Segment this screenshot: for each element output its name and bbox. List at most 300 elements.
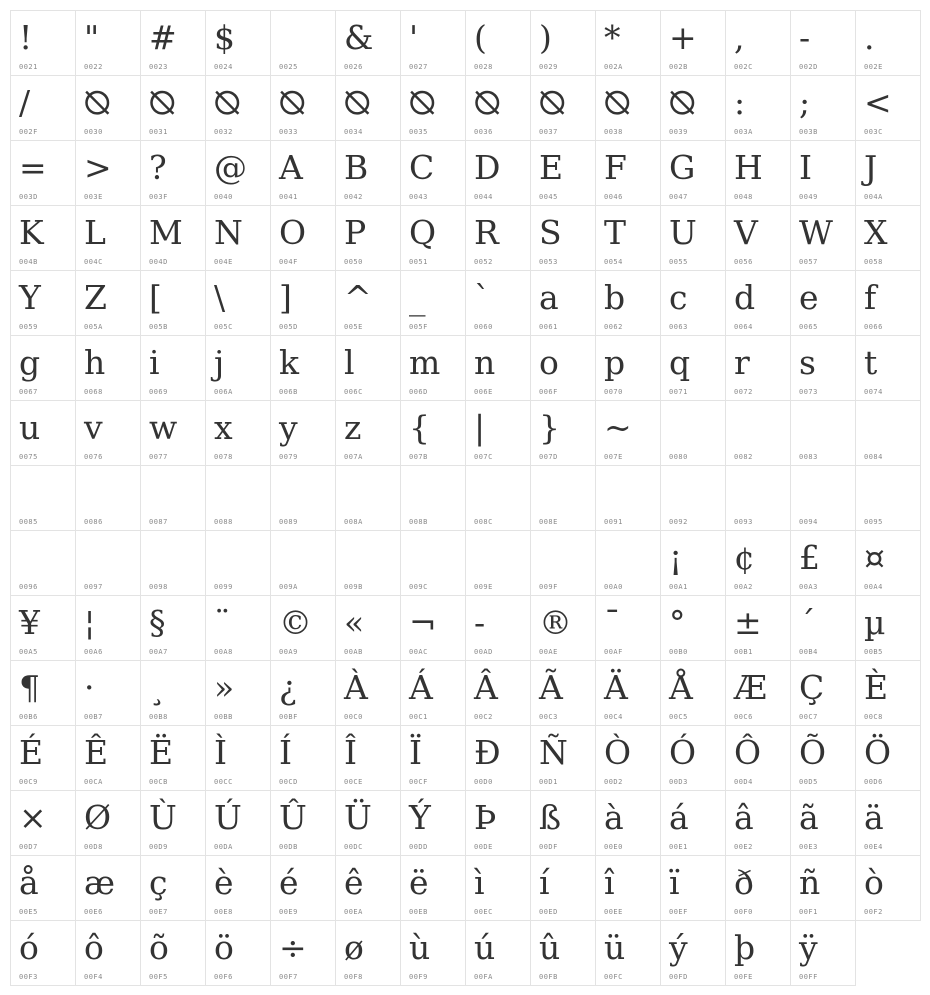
glyph-character: · bbox=[84, 668, 95, 707]
codepoint-label: 00C5 bbox=[669, 713, 688, 721]
codepoint-label: 003D bbox=[19, 193, 38, 201]
glyph-cell bbox=[530, 660, 596, 726]
codepoint-label: 0042 bbox=[344, 193, 363, 201]
glyph-cell bbox=[790, 140, 856, 206]
codepoint-label: 00AC bbox=[409, 648, 428, 656]
glyph-cell bbox=[790, 335, 856, 401]
codepoint-label: 00CB bbox=[149, 778, 168, 786]
glyph-cell bbox=[75, 270, 141, 336]
glyph-cell bbox=[75, 10, 141, 76]
codepoint-label: 0085 bbox=[19, 518, 38, 526]
codepoint-label: 0030 bbox=[84, 128, 103, 136]
codepoint-label: 0067 bbox=[19, 388, 38, 396]
glyph-character: u bbox=[19, 408, 41, 447]
glyph-cell bbox=[660, 465, 726, 531]
glyph-cell bbox=[465, 920, 531, 986]
codepoint-label: 00ED bbox=[539, 908, 558, 916]
glyph-cell bbox=[270, 140, 336, 206]
codepoint-label: 0024 bbox=[214, 63, 233, 71]
glyph-character: ò bbox=[864, 863, 884, 902]
codepoint-label: 009B bbox=[344, 583, 363, 591]
codepoint-label: 003B bbox=[799, 128, 818, 136]
codepoint-label: 00A5 bbox=[19, 648, 38, 656]
glyph-cell bbox=[530, 205, 596, 271]
glyph-cell bbox=[725, 270, 791, 336]
glyph-cell bbox=[335, 530, 401, 596]
glyph-character: ñ bbox=[799, 863, 821, 902]
glyph-cell bbox=[75, 530, 141, 596]
codepoint-label: 003C bbox=[864, 128, 883, 136]
glyph-cell bbox=[10, 660, 76, 726]
glyph-character: ' bbox=[409, 18, 419, 57]
glyph-character: ? bbox=[149, 148, 167, 187]
codepoint-label: 0039 bbox=[669, 128, 688, 136]
glyph-cell bbox=[140, 10, 206, 76]
glyph-character: C bbox=[409, 148, 435, 187]
glyph-cell bbox=[465, 205, 531, 271]
glyph-character: ⦰ bbox=[669, 83, 696, 122]
codepoint-label: 003F bbox=[149, 193, 168, 201]
glyph-character: l bbox=[344, 343, 355, 382]
codepoint-label: 00FD bbox=[669, 973, 688, 981]
glyph-character: A bbox=[279, 148, 303, 187]
glyph-cell bbox=[855, 400, 921, 466]
codepoint-label: 00C3 bbox=[539, 713, 558, 721]
glyph-character: j bbox=[214, 343, 225, 382]
glyph-character: í bbox=[539, 863, 550, 902]
codepoint-label: 00A2 bbox=[734, 583, 753, 591]
glyph-cell bbox=[855, 790, 921, 856]
glyph-character: Æ bbox=[734, 668, 768, 707]
codepoint-label: 004E bbox=[214, 258, 233, 266]
glyph-character: ä bbox=[864, 798, 884, 837]
codepoint-label: 00F5 bbox=[149, 973, 168, 981]
codepoint-label: 006F bbox=[539, 388, 558, 396]
glyph-cell bbox=[595, 335, 661, 401]
codepoint-label: 0049 bbox=[799, 193, 818, 201]
codepoint-label: 00FC bbox=[604, 973, 623, 981]
codepoint-label: 00EE bbox=[604, 908, 623, 916]
codepoint-label: 0048 bbox=[734, 193, 753, 201]
glyph-character: ú bbox=[474, 928, 496, 967]
codepoint-label: 00E8 bbox=[214, 908, 233, 916]
glyph-character: ; bbox=[799, 83, 811, 122]
glyph-cell bbox=[855, 140, 921, 206]
glyph-character: | bbox=[474, 408, 486, 447]
glyph-character: ó bbox=[19, 928, 39, 967]
codepoint-label: 00A8 bbox=[214, 648, 233, 656]
codepoint-label: 0083 bbox=[799, 453, 818, 461]
glyph-cell bbox=[335, 205, 401, 271]
glyph-cell bbox=[140, 205, 206, 271]
glyph-cell bbox=[75, 140, 141, 206]
codepoint-label: 0040 bbox=[214, 193, 233, 201]
codepoint-label: 0037 bbox=[539, 128, 558, 136]
glyph-character: ¤ bbox=[864, 538, 885, 577]
codepoint-label: 002B bbox=[669, 63, 688, 71]
codepoint-label: 0029 bbox=[539, 63, 558, 71]
glyph-cell bbox=[595, 595, 661, 661]
glyph-cell bbox=[725, 140, 791, 206]
glyph-cell bbox=[205, 465, 271, 531]
glyph-character: Ó bbox=[669, 733, 697, 772]
glyph-character: ⦰ bbox=[344, 83, 371, 122]
glyph-character: S bbox=[539, 213, 562, 252]
glyph-cell bbox=[10, 855, 76, 921]
glyph-character: w bbox=[149, 408, 178, 447]
codepoint-label: 00E6 bbox=[84, 908, 103, 916]
glyph-cell bbox=[10, 270, 76, 336]
glyph-character: ` bbox=[474, 278, 491, 317]
glyph-character: @ bbox=[214, 148, 247, 187]
codepoint-label: 0078 bbox=[214, 453, 233, 461]
glyph-character: á bbox=[669, 798, 689, 837]
glyph-cell bbox=[725, 725, 791, 791]
glyph-character: - bbox=[799, 18, 811, 57]
codepoint-label: 00D1 bbox=[539, 778, 558, 786]
glyph-cell bbox=[205, 790, 271, 856]
codepoint-label: 00C1 bbox=[409, 713, 428, 721]
codepoint-label: 00CE bbox=[344, 778, 363, 786]
glyph-cell bbox=[660, 790, 726, 856]
glyph-character: ø bbox=[344, 928, 364, 967]
glyph-cell bbox=[270, 920, 336, 986]
codepoint-label: 00CA bbox=[84, 778, 103, 786]
codepoint-label: 0055 bbox=[669, 258, 688, 266]
glyph-cell bbox=[140, 400, 206, 466]
glyph-cell bbox=[725, 920, 791, 986]
codepoint-label: 00D5 bbox=[799, 778, 818, 786]
glyph-cell bbox=[855, 335, 921, 401]
codepoint-label: 0032 bbox=[214, 128, 233, 136]
codepoint-label: 009C bbox=[409, 583, 428, 591]
glyph-character: é bbox=[279, 863, 299, 902]
glyph-character: Ö bbox=[864, 733, 892, 772]
codepoint-label: 0031 bbox=[149, 128, 168, 136]
glyph-character: Ç bbox=[799, 668, 825, 707]
glyph-cell bbox=[465, 725, 531, 791]
glyph-character: / bbox=[19, 83, 31, 122]
glyph-character: ¯ bbox=[604, 603, 621, 642]
glyph-character: § bbox=[149, 603, 166, 642]
glyph-character: W bbox=[799, 213, 833, 252]
glyph-cell bbox=[75, 595, 141, 661]
glyph-cell bbox=[725, 855, 791, 921]
glyph-character: t bbox=[864, 343, 878, 382]
glyph-cell bbox=[530, 465, 596, 531]
glyph-cell bbox=[855, 725, 921, 791]
codepoint-label: 00F8 bbox=[344, 973, 363, 981]
glyph-cell bbox=[725, 660, 791, 726]
codepoint-label: 00EC bbox=[474, 908, 493, 916]
glyph-character: Ý bbox=[409, 798, 431, 837]
codepoint-label: 006E bbox=[474, 388, 493, 396]
glyph-cell bbox=[530, 140, 596, 206]
glyph-character: D bbox=[474, 148, 501, 187]
codepoint-label: 00E5 bbox=[19, 908, 38, 916]
glyph-character: Ä bbox=[604, 668, 628, 707]
codepoint-label: 0072 bbox=[734, 388, 753, 396]
glyph-cell bbox=[855, 855, 921, 921]
codepoint-label: 00C4 bbox=[604, 713, 623, 721]
codepoint-label: 00B7 bbox=[84, 713, 103, 721]
glyph-grid bbox=[10, 10, 920, 985]
codepoint-label: 0045 bbox=[539, 193, 558, 201]
glyph-character: - bbox=[474, 603, 486, 642]
glyph-character: ¥ bbox=[19, 603, 40, 642]
glyph-cell bbox=[465, 855, 531, 921]
glyph-cell bbox=[660, 855, 726, 921]
glyph-character: r bbox=[734, 343, 750, 382]
codepoint-label: 003E bbox=[84, 193, 103, 201]
glyph-character: Ë bbox=[149, 733, 174, 772]
glyph-cell bbox=[10, 595, 76, 661]
glyph-cell bbox=[270, 335, 336, 401]
codepoint-label: 007C bbox=[474, 453, 493, 461]
glyph-cell bbox=[530, 855, 596, 921]
codepoint-label: 00F3 bbox=[19, 973, 38, 981]
glyph-cell bbox=[465, 75, 531, 141]
codepoint-label: 006B bbox=[279, 388, 298, 396]
codepoint-label: 0060 bbox=[474, 323, 493, 331]
glyph-cell bbox=[725, 400, 791, 466]
glyph-cell bbox=[335, 400, 401, 466]
glyph-character: [ bbox=[149, 278, 162, 317]
glyph-character: ç bbox=[149, 863, 168, 902]
glyph-character: d bbox=[734, 278, 756, 317]
codepoint-label: 00DC bbox=[344, 843, 363, 851]
codepoint-label: 00E3 bbox=[799, 843, 818, 851]
codepoint-label: 0035 bbox=[409, 128, 428, 136]
glyph-cell bbox=[10, 335, 76, 401]
glyph-cell bbox=[595, 790, 661, 856]
glyph-cell bbox=[855, 10, 921, 76]
codepoint-label: 0095 bbox=[864, 518, 883, 526]
codepoint-label: 0099 bbox=[214, 583, 233, 591]
glyph-cell bbox=[725, 530, 791, 596]
glyph-character: f bbox=[864, 278, 877, 317]
glyph-character: µ bbox=[864, 603, 886, 642]
glyph-cell bbox=[205, 205, 271, 271]
glyph-character: , bbox=[734, 18, 745, 57]
glyph-character: E bbox=[539, 148, 564, 187]
codepoint-label: 0080 bbox=[669, 453, 688, 461]
codepoint-label: 0094 bbox=[799, 518, 818, 526]
codepoint-label: 009E bbox=[474, 583, 493, 591]
codepoint-label: 00FF bbox=[799, 973, 818, 981]
codepoint-label: 002A bbox=[604, 63, 623, 71]
codepoint-label: 00CF bbox=[409, 778, 428, 786]
codepoint-label: 00CD bbox=[279, 778, 298, 786]
glyph-character: Q bbox=[409, 213, 437, 252]
glyph-character: ⦰ bbox=[604, 83, 631, 122]
glyph-cell bbox=[790, 10, 856, 76]
glyph-character: à bbox=[604, 798, 624, 837]
codepoint-label: 00D4 bbox=[734, 778, 753, 786]
glyph-cell bbox=[465, 790, 531, 856]
glyph-cell bbox=[530, 790, 596, 856]
glyph-cell bbox=[335, 10, 401, 76]
codepoint-label: 00A7 bbox=[149, 648, 168, 656]
glyph-cell bbox=[270, 10, 336, 76]
glyph-character: ã bbox=[799, 798, 819, 837]
glyph-character: ß bbox=[539, 798, 562, 837]
glyph-cell bbox=[595, 920, 661, 986]
codepoint-label: 00AD bbox=[474, 648, 493, 656]
codepoint-label: 009F bbox=[539, 583, 558, 591]
codepoint-label: 007E bbox=[604, 453, 623, 461]
glyph-cell bbox=[530, 75, 596, 141]
codepoint-label: 007D bbox=[539, 453, 558, 461]
glyph-cell bbox=[660, 595, 726, 661]
glyph-character: ) bbox=[539, 18, 552, 57]
glyph-character: > bbox=[84, 148, 112, 187]
glyph-cell bbox=[270, 530, 336, 596]
codepoint-label: 00B4 bbox=[799, 648, 818, 656]
glyph-cell bbox=[595, 400, 661, 466]
glyph-cell bbox=[790, 920, 856, 986]
codepoint-label: 0088 bbox=[214, 518, 233, 526]
glyph-cell bbox=[465, 465, 531, 531]
glyph-character: ¢ bbox=[734, 538, 755, 577]
codepoint-label: 0061 bbox=[539, 323, 558, 331]
glyph-character: Å bbox=[669, 668, 693, 707]
codepoint-label: 0051 bbox=[409, 258, 428, 266]
glyph-character: k bbox=[279, 343, 299, 382]
glyph-character: B bbox=[344, 148, 369, 187]
codepoint-label: 00F4 bbox=[84, 973, 103, 981]
codepoint-label: 009A bbox=[279, 583, 298, 591]
glyph-character: ï bbox=[669, 863, 680, 902]
codepoint-label: 002F bbox=[19, 128, 38, 136]
codepoint-label: 007A bbox=[344, 453, 363, 461]
glyph-cell bbox=[790, 855, 856, 921]
glyph-character: å bbox=[19, 863, 39, 902]
glyph-character: » bbox=[214, 668, 235, 707]
glyph-cell bbox=[400, 205, 466, 271]
glyph-character: + bbox=[669, 18, 697, 57]
glyph-character: ö bbox=[214, 928, 234, 967]
glyph-character: â bbox=[734, 798, 754, 837]
glyph-cell bbox=[400, 270, 466, 336]
codepoint-label: 005F bbox=[409, 323, 428, 331]
glyph-cell bbox=[790, 530, 856, 596]
glyph-cell bbox=[205, 595, 271, 661]
glyph-cell bbox=[400, 725, 466, 791]
glyph-character: F bbox=[604, 148, 627, 187]
glyph-cell bbox=[140, 140, 206, 206]
codepoint-label: 0036 bbox=[474, 128, 493, 136]
codepoint-label: 0050 bbox=[344, 258, 363, 266]
glyph-character: M bbox=[149, 213, 183, 252]
codepoint-label: 0023 bbox=[149, 63, 168, 71]
glyph-cell bbox=[270, 595, 336, 661]
codepoint-label: 00AF bbox=[604, 648, 623, 656]
glyph-cell bbox=[725, 465, 791, 531]
glyph-character: { bbox=[409, 408, 430, 447]
glyph-cell bbox=[270, 400, 336, 466]
glyph-cell bbox=[465, 10, 531, 76]
codepoint-label: 0064 bbox=[734, 323, 753, 331]
codepoint-label: 00A6 bbox=[84, 648, 103, 656]
codepoint-label: 00E1 bbox=[669, 843, 688, 851]
glyph-character: ~ bbox=[604, 408, 632, 447]
glyph-character: À bbox=[344, 668, 368, 707]
codepoint-label: 0047 bbox=[669, 193, 688, 201]
glyph-character: : bbox=[734, 83, 746, 122]
glyph-character: & bbox=[344, 18, 374, 57]
glyph-cell bbox=[595, 140, 661, 206]
glyph-cell bbox=[75, 660, 141, 726]
codepoint-label: 008B bbox=[409, 518, 428, 526]
codepoint-label: 0068 bbox=[84, 388, 103, 396]
glyph-cell bbox=[140, 75, 206, 141]
glyph-cell bbox=[400, 790, 466, 856]
codepoint-label: 0079 bbox=[279, 453, 298, 461]
codepoint-label: 00AE bbox=[539, 648, 558, 656]
glyph-character: p bbox=[604, 343, 626, 382]
glyph-cell bbox=[400, 335, 466, 401]
glyph-cell bbox=[660, 75, 726, 141]
glyph-character: Ò bbox=[604, 733, 632, 772]
codepoint-label: 004D bbox=[149, 258, 168, 266]
glyph-cell bbox=[530, 335, 596, 401]
codepoint-label: 00C9 bbox=[19, 778, 38, 786]
glyph-cell bbox=[855, 205, 921, 271]
glyph-cell bbox=[595, 10, 661, 76]
glyph-cell bbox=[465, 270, 531, 336]
glyph-cell bbox=[140, 790, 206, 856]
glyph-character: Ï bbox=[409, 733, 423, 772]
glyph-character: g bbox=[19, 343, 41, 382]
codepoint-label: 0086 bbox=[84, 518, 103, 526]
codepoint-label: 004B bbox=[19, 258, 38, 266]
codepoint-label: 0027 bbox=[409, 63, 428, 71]
glyph-character: P bbox=[344, 213, 367, 252]
glyph-cell bbox=[75, 920, 141, 986]
codepoint-label: 007B bbox=[409, 453, 428, 461]
glyph-cell bbox=[205, 400, 271, 466]
glyph-cell bbox=[855, 660, 921, 726]
glyph-character: Z bbox=[84, 278, 107, 317]
codepoint-label: 0021 bbox=[19, 63, 38, 71]
glyph-cell bbox=[205, 660, 271, 726]
codepoint-label: 005B bbox=[149, 323, 168, 331]
glyph-cell bbox=[595, 205, 661, 271]
glyph-cell bbox=[140, 465, 206, 531]
codepoint-label: 008C bbox=[474, 518, 493, 526]
codepoint-label: 0097 bbox=[84, 583, 103, 591]
glyph-character: Ã bbox=[539, 668, 563, 707]
glyph-cell bbox=[270, 725, 336, 791]
glyph-cell bbox=[790, 205, 856, 271]
glyph-cell bbox=[75, 790, 141, 856]
codepoint-label: 00B6 bbox=[19, 713, 38, 721]
glyph-cell bbox=[335, 270, 401, 336]
glyph-character: ð bbox=[734, 863, 754, 902]
glyph-character: Û bbox=[279, 798, 307, 837]
codepoint-label: 00DA bbox=[214, 843, 233, 851]
codepoint-label: 0022 bbox=[84, 63, 103, 71]
codepoint-label: 004F bbox=[279, 258, 298, 266]
glyph-cell bbox=[10, 530, 76, 596]
glyph-character: v bbox=[84, 408, 103, 447]
glyph-character: ⦰ bbox=[149, 83, 176, 122]
codepoint-label: 00F0 bbox=[734, 908, 753, 916]
codepoint-label: 00DF bbox=[539, 843, 558, 851]
codepoint-label: 0043 bbox=[409, 193, 428, 201]
codepoint-label: 00A4 bbox=[864, 583, 883, 591]
